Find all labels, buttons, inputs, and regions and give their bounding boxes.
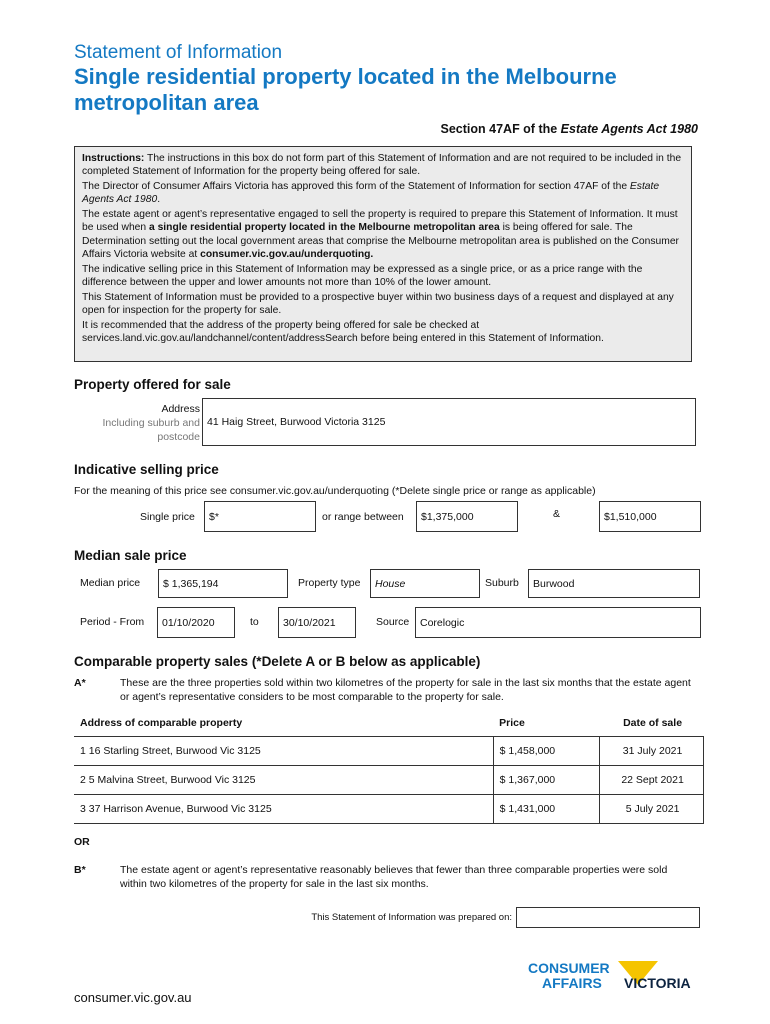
option-a-marker: A* [74, 677, 86, 689]
comparable-price[interactable]: $ 1,431,000 [493, 795, 599, 824]
underquoting-link[interactable]: consumer.vic.gov.au/underquoting. [200, 249, 374, 261]
instructions-text: The instructions in this box do not form part of this Statement of Information and are not required to be included in the completed Statement of Information for the property being offered for sale. [82, 153, 682, 178]
comparable-table [74, 716, 704, 824]
column-header: Date of sale [623, 717, 683, 729]
logo-text-victoria: VICTORIA [624, 975, 691, 991]
indicative-note: For the meaning of this price see consumer.vic.gov.au/underquoting (*Delete single price or range as applicable) [74, 485, 596, 497]
instructions-emphasis: a single residential property located in the Melbourne metropolitan area [148, 222, 500, 234]
comparable-address[interactable]: 1 16 Starling Street, Burwood Vic 3125 [74, 737, 493, 766]
source-label: Source [376, 616, 410, 628]
document-title: Single residential property located in the Melbourne metropolitan area [74, 64, 617, 115]
period-from-field[interactable] [157, 607, 235, 638]
single-price-label: Single price [140, 511, 195, 523]
range-ampersand: & [553, 508, 561, 520]
table-header-row [74, 716, 704, 737]
property-type-label: Property type [298, 577, 361, 589]
address-label-line: postcode [157, 431, 200, 443]
column-header: Address of comparable property [80, 717, 243, 729]
comparable-price[interactable]: $ 1,458,000 [493, 737, 599, 766]
logo-text-affairs: AFFAIRS [542, 975, 602, 991]
footer-url[interactable]: consumer.vic.gov.au [74, 990, 192, 1005]
property-type-value: House [375, 577, 406, 590]
comparable-address[interactable]: 3 37 Harrison Avenue, Burwood Vic 3125 [74, 795, 493, 824]
single-price-field[interactable] [204, 501, 316, 532]
instructions-para-2 [82, 180, 684, 207]
median-heading: Median sale price [74, 548, 187, 563]
suburb-field[interactable] [528, 569, 700, 598]
comparable-price[interactable]: $ 1,367,000 [493, 766, 599, 795]
address-label [74, 402, 200, 444]
document-kicker: Statement of Information [74, 42, 283, 63]
table-row [74, 737, 704, 766]
range-high-value: $1,510,000 [604, 510, 657, 523]
section-prefix: Section 47AF of the [440, 122, 561, 136]
range-high-field[interactable] [599, 501, 701, 532]
consumer-affairs-victoria-logo [528, 958, 700, 998]
table-row [74, 795, 704, 824]
range-low-field[interactable] [416, 501, 518, 532]
instructions-para-1 [82, 152, 684, 179]
suburb-label: Suburb [485, 577, 519, 589]
column-header: Price [499, 717, 525, 729]
period-label: Period - From [80, 616, 145, 628]
instructions-para-3 [82, 208, 684, 261]
instructions-para-5: This Statement of Information must be provided to a prospective buyer within two business days of a request and displayed at any open for inspection for the property for sale. [82, 291, 674, 317]
or-label: OR [74, 836, 90, 848]
instructions-text: The Director of Consumer Affairs Victoria has approved this form of the Statement of Information for section 47AF of the [82, 181, 630, 193]
prepared-on-label: This Statement of Information was prepared on: [311, 912, 512, 923]
instructions-para-4: The indicative selling price in this Statement of Information may be expressed as a single price, or as a price range with the difference between the upper and lower amounts not more than 10% of the lower amount. [82, 263, 643, 289]
instructions-label: Instructions: [82, 153, 145, 164]
source-field[interactable] [415, 607, 701, 638]
instructions-text: is being offered for sale. The Determination setting out the local government areas that comprise the Melbourne metropolitan area is published on the Consumer Affairs Victoria website at [82, 222, 679, 261]
range-low-value: $1,375,000 [421, 510, 474, 523]
option-a-text: These are the three properties sold within two kilometres of the property for sale in the last six months that the estate agent or agent’s representative considers to be most comparable to the property for sale. [120, 677, 691, 703]
section-act: Estate Agents Act 1980 [560, 122, 698, 136]
prepared-on-field[interactable] [516, 907, 700, 928]
property-type-field[interactable] [370, 569, 480, 598]
property-heading: Property offered for sale [74, 377, 231, 392]
comparable-date[interactable]: 22 Sept 2021 [600, 766, 704, 795]
period-to-label: to [250, 616, 259, 628]
median-price-value: $ 1,365,194 [163, 577, 219, 590]
single-price-value: $* [209, 510, 219, 523]
address-field[interactable] [202, 398, 696, 446]
period-to-field[interactable] [278, 607, 356, 638]
median-price-field[interactable] [158, 569, 288, 598]
logo-graphic [528, 958, 700, 998]
median-price-label: Median price [80, 577, 141, 589]
source-value: Corelogic [420, 616, 465, 629]
instructions-text: . [157, 194, 161, 206]
address-label-line: Including suburb and [102, 417, 200, 429]
indicative-heading: Indicative selling price [74, 462, 219, 477]
comparable-date[interactable]: 31 July 2021 [600, 737, 704, 766]
act-name: Estate Agents Act 1980 [82, 181, 660, 206]
suburb-value: Burwood [533, 577, 575, 590]
address-value: 41 Haig Street, Burwood Victoria 3125 [207, 416, 386, 428]
table-row [74, 766, 704, 795]
range-label: or range between [322, 511, 404, 523]
comparable-address[interactable]: 2 5 Malvina Street, Burwood Vic 3125 [74, 766, 493, 795]
comparable-date[interactable]: 5 July 2021 [600, 795, 704, 824]
address-label-line: Address [161, 403, 200, 415]
instructions-para-6: It is recommended that the address of the property being offered for sale be checked at services.land.vic.gov.au/landchannel/content/addressSearch before being entered in this Statement of Information. [82, 320, 604, 345]
comparable-heading: Comparable property sales (*Delete A or B below as applicable) [74, 654, 481, 669]
option-b-marker: B* [74, 864, 86, 876]
period-to-value: 30/10/2021 [283, 616, 336, 629]
period-from-value: 01/10/2020 [162, 616, 215, 629]
instructions-box [74, 146, 692, 362]
section-reference [441, 122, 698, 136]
logo-text-consumer: CONSUMER [528, 960, 610, 976]
instructions-text: The estate agent or agent’s representative engaged to sell the property is required to prepare this Statement of Information. It must be used when [82, 209, 678, 234]
option-b-text: The estate agent or agent’s representative reasonably believes that fewer than three comparable properties were sold within two kilometres of the property for sale in the last six months. [120, 864, 668, 890]
